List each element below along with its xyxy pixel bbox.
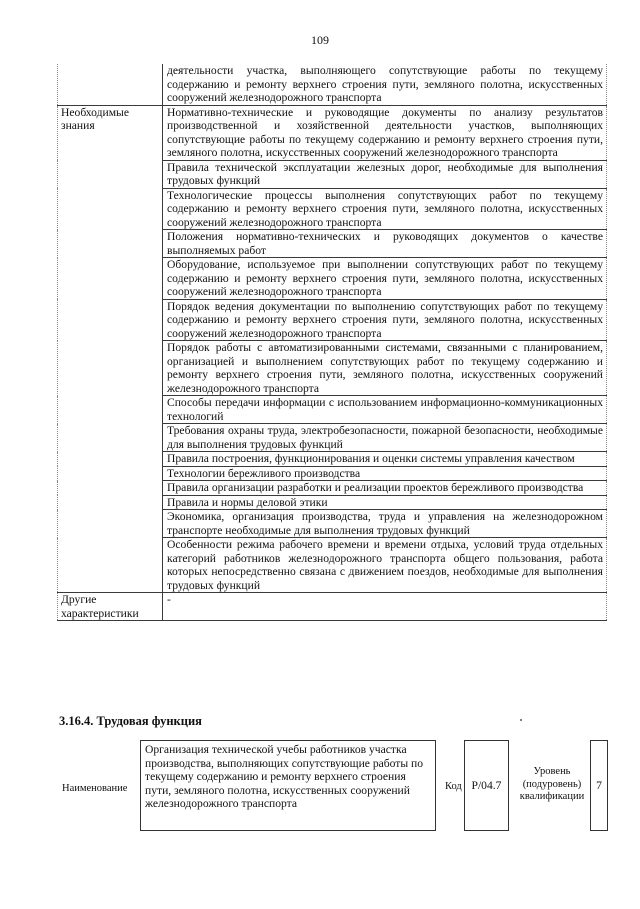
scan-speck: [520, 719, 522, 721]
table-row: [58, 481, 607, 496]
row-text: Порядок ведения документации по выполнению сопутствующих работ по текущему содержанию и ремонту верхнего строения пути, земляного полотна, искусственных сооружений железнодорожного транспорта: [163, 299, 607, 341]
row-label: Необходимые знания: [58, 105, 163, 160]
name-label: Наименование: [62, 783, 128, 794]
row-text: Технологии бережливого производства: [163, 466, 607, 481]
table-row: [58, 396, 607, 424]
table-row: [58, 230, 607, 258]
row-label: [58, 258, 163, 300]
page-number: 109: [311, 33, 329, 47]
row-text: Правила организации разработки и реализации проектов бережливого производства: [163, 481, 607, 496]
table-row: [58, 64, 607, 105]
table-row: [58, 510, 607, 538]
row-label: [58, 396, 163, 424]
table-row: [58, 466, 607, 481]
row-text: Нормативно-технические и руководящие документы по анализу результатов производственной и хозяйственной деятельности участков, выполняющих сопутствующие работы по текущему содержанию и ремонту верхнего строения пути, земляного полотна, искусственных сооружений железнодорожного транспорта: [163, 105, 607, 160]
row-label: Другие характеристики: [58, 593, 163, 621]
row-text: Правила построения, функционирования и оценки системы управления качеством: [163, 452, 607, 467]
row-text: Требования охраны труда, электробезопасности, пожарной безопасности, необходимые для выполнения трудовых функций: [163, 424, 607, 452]
row-label: [58, 230, 163, 258]
table-row: [58, 299, 607, 341]
row-label: [58, 495, 163, 510]
row-label: [58, 64, 163, 105]
table-row: [58, 424, 607, 452]
qualification-level-label: Уровень (подуровень) квалификации: [519, 766, 585, 802]
row-text: Правила технической эксплуатации железных дорог, необходимые для выполнения трудовых функций: [163, 160, 607, 188]
code-value: P/04.7: [464, 740, 509, 831]
row-text: Оборудование, используемое при выполнении сопутствующих работ по текущему содержанию и ремонту верхнего строения пути, земляного полотна, искусственных сооружений железнодорожного транспорта: [163, 258, 607, 300]
knowledge-table-body: [58, 64, 607, 621]
row-text: -: [163, 593, 607, 621]
row-text: Экономика, организация производства, труда и управления на железнодорожном транспорте необходимые для выполнения трудовых функций: [163, 510, 607, 538]
row-label: [58, 481, 163, 496]
row-label: [58, 188, 163, 230]
row-label: [58, 538, 163, 593]
table-row: [58, 593, 607, 621]
table-row: [58, 188, 607, 230]
row-text: Правила и нормы деловой этики: [163, 495, 607, 510]
knowledge-table: [57, 64, 607, 621]
labor-function-title: Организация технической учебы работников участка производства, выполняющих сопутствующие работы по текущему содержанию и ремонту верхнего строения пути, земляного полотна, искусственных сооружений железнодорожного транспорта: [140, 740, 436, 831]
row-label: [58, 299, 163, 341]
row-label: [58, 510, 163, 538]
row-text: Способы передачи информации с использованием информационно-коммуникационных технологий: [163, 396, 607, 424]
row-label: [58, 424, 163, 452]
row-label: [58, 466, 163, 481]
code-label: Код: [445, 781, 462, 792]
table-row: [58, 341, 607, 396]
row-text: Порядок работы с автоматизированными системами, связанными с планированием, организацией и выполнением сопутствующих работ по текущему содержанию и ремонту верхнего строения пути, земляного полотна, искусственных сооружений железнодорожного транспорта: [163, 341, 607, 396]
table-row: [58, 495, 607, 510]
row-text: Положения нормативно-технических и руководящих документов о качестве выполняемых работ: [163, 230, 607, 258]
table-row: [58, 160, 607, 188]
table-row: [58, 538, 607, 593]
section-heading: 3.16.4. Трудовая функция: [59, 714, 202, 728]
qualification-level-value: 7: [590, 740, 608, 831]
row-label: [58, 452, 163, 467]
row-text: Технологические процессы выполнения сопутствующих работ по текущему содержанию и ремонту верхнего строения пути, земляного полотна, искусственных сооружений железнодорожного транспорта: [163, 188, 607, 230]
table-row: [58, 258, 607, 300]
row-label: [58, 341, 163, 396]
table-row: [58, 105, 607, 160]
row-label: [58, 160, 163, 188]
table-row: [58, 452, 607, 467]
row-text: деятельности участка, выполняющего сопутствующие работы по текущему содержанию и ремонту верхнего строения пути, земляного полотна, искусственных сооружений железнодорожного транспорта: [163, 64, 607, 105]
row-text: Особенности режима рабочего времени и времени отдыха, условий труда отдельных категорий работников железнодорожного транспорта общего пользования, работа которых непосредственно связана с движением поездов, необходимые для выполнения трудовых функций: [163, 538, 607, 593]
